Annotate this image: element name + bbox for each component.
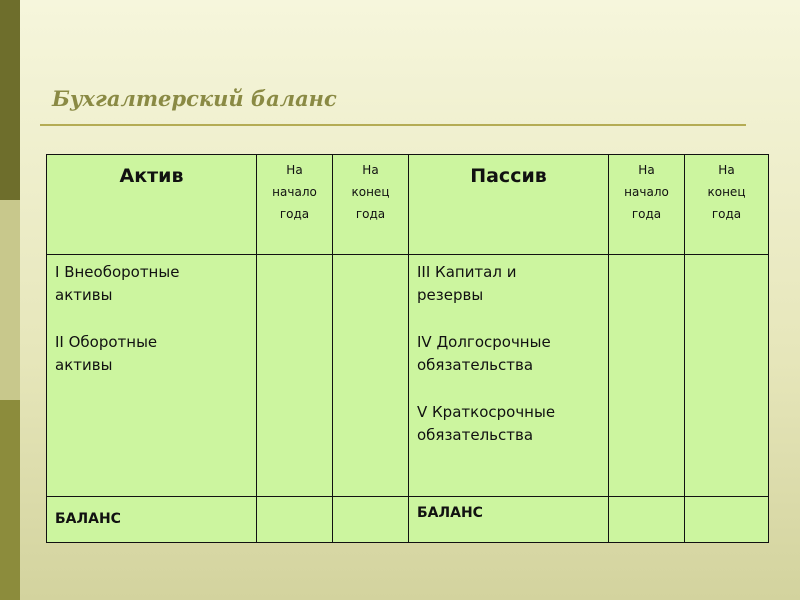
assets-total-label: БАЛАНС xyxy=(47,497,257,543)
assets-section-current xyxy=(55,331,248,377)
section-line: II Оборотные xyxy=(55,333,158,351)
liabilities-end-value-cell xyxy=(685,255,769,497)
decorative-stripe-bottom xyxy=(0,400,20,600)
liabilities-section-short-term xyxy=(417,401,600,447)
header-liabilities-start-of-year xyxy=(609,155,685,255)
header-line: На xyxy=(638,163,655,177)
assets-sections-cell xyxy=(47,255,257,497)
header-line: начало xyxy=(272,185,317,199)
liabilities-section-long-term xyxy=(417,331,600,377)
liabilities-total-start-cell xyxy=(609,497,685,543)
header-line: На xyxy=(286,163,303,177)
assets-section-non-current xyxy=(55,261,248,307)
sections-row xyxy=(47,255,769,497)
section-line: IV Долгосрочные xyxy=(417,333,551,351)
slide-title: Бухгалтерский баланс xyxy=(52,86,337,111)
header-assets-end-of-year xyxy=(333,155,409,255)
assets-end-value-cell xyxy=(333,255,409,497)
header-line: начало xyxy=(624,185,669,199)
section-line: резервы xyxy=(417,286,484,304)
section-line: активы xyxy=(55,286,113,304)
liabilities-total-end-cell xyxy=(685,497,769,543)
balance-table xyxy=(46,154,769,543)
assets-total-start-cell xyxy=(257,497,333,543)
header-line: года xyxy=(355,207,386,221)
section-line: III Капитал и xyxy=(417,263,517,281)
header-assets: Актив xyxy=(47,155,257,255)
total-row xyxy=(47,497,769,543)
decorative-stripe-top xyxy=(0,0,20,200)
assets-start-value-cell xyxy=(257,255,333,497)
header-line: конец xyxy=(707,185,746,199)
header-line: На xyxy=(718,163,735,177)
header-assets-start-of-year xyxy=(257,155,333,255)
header-row xyxy=(47,155,769,255)
header-line: года xyxy=(711,207,742,221)
liabilities-section-capital xyxy=(417,261,600,307)
section-line: обязательства xyxy=(417,426,534,444)
header-liabilities: Пассив xyxy=(409,155,609,255)
header-line: На xyxy=(362,163,379,177)
header-line: года xyxy=(631,207,662,221)
section-line: активы xyxy=(55,356,113,374)
liabilities-sections-cell xyxy=(409,255,609,497)
header-liabilities-end-of-year xyxy=(685,155,769,255)
liabilities-start-value-cell xyxy=(609,255,685,497)
title-underline xyxy=(40,124,746,126)
liabilities-total-label: БАЛАНС xyxy=(409,497,609,543)
decorative-stripe-middle xyxy=(0,200,20,400)
assets-total-end-cell xyxy=(333,497,409,543)
section-line: V Краткосрочные xyxy=(417,403,556,421)
header-line: года xyxy=(279,207,310,221)
section-line: обязательства xyxy=(417,356,534,374)
section-line: I Внеоборотные xyxy=(55,263,180,281)
header-line: конец xyxy=(351,185,390,199)
